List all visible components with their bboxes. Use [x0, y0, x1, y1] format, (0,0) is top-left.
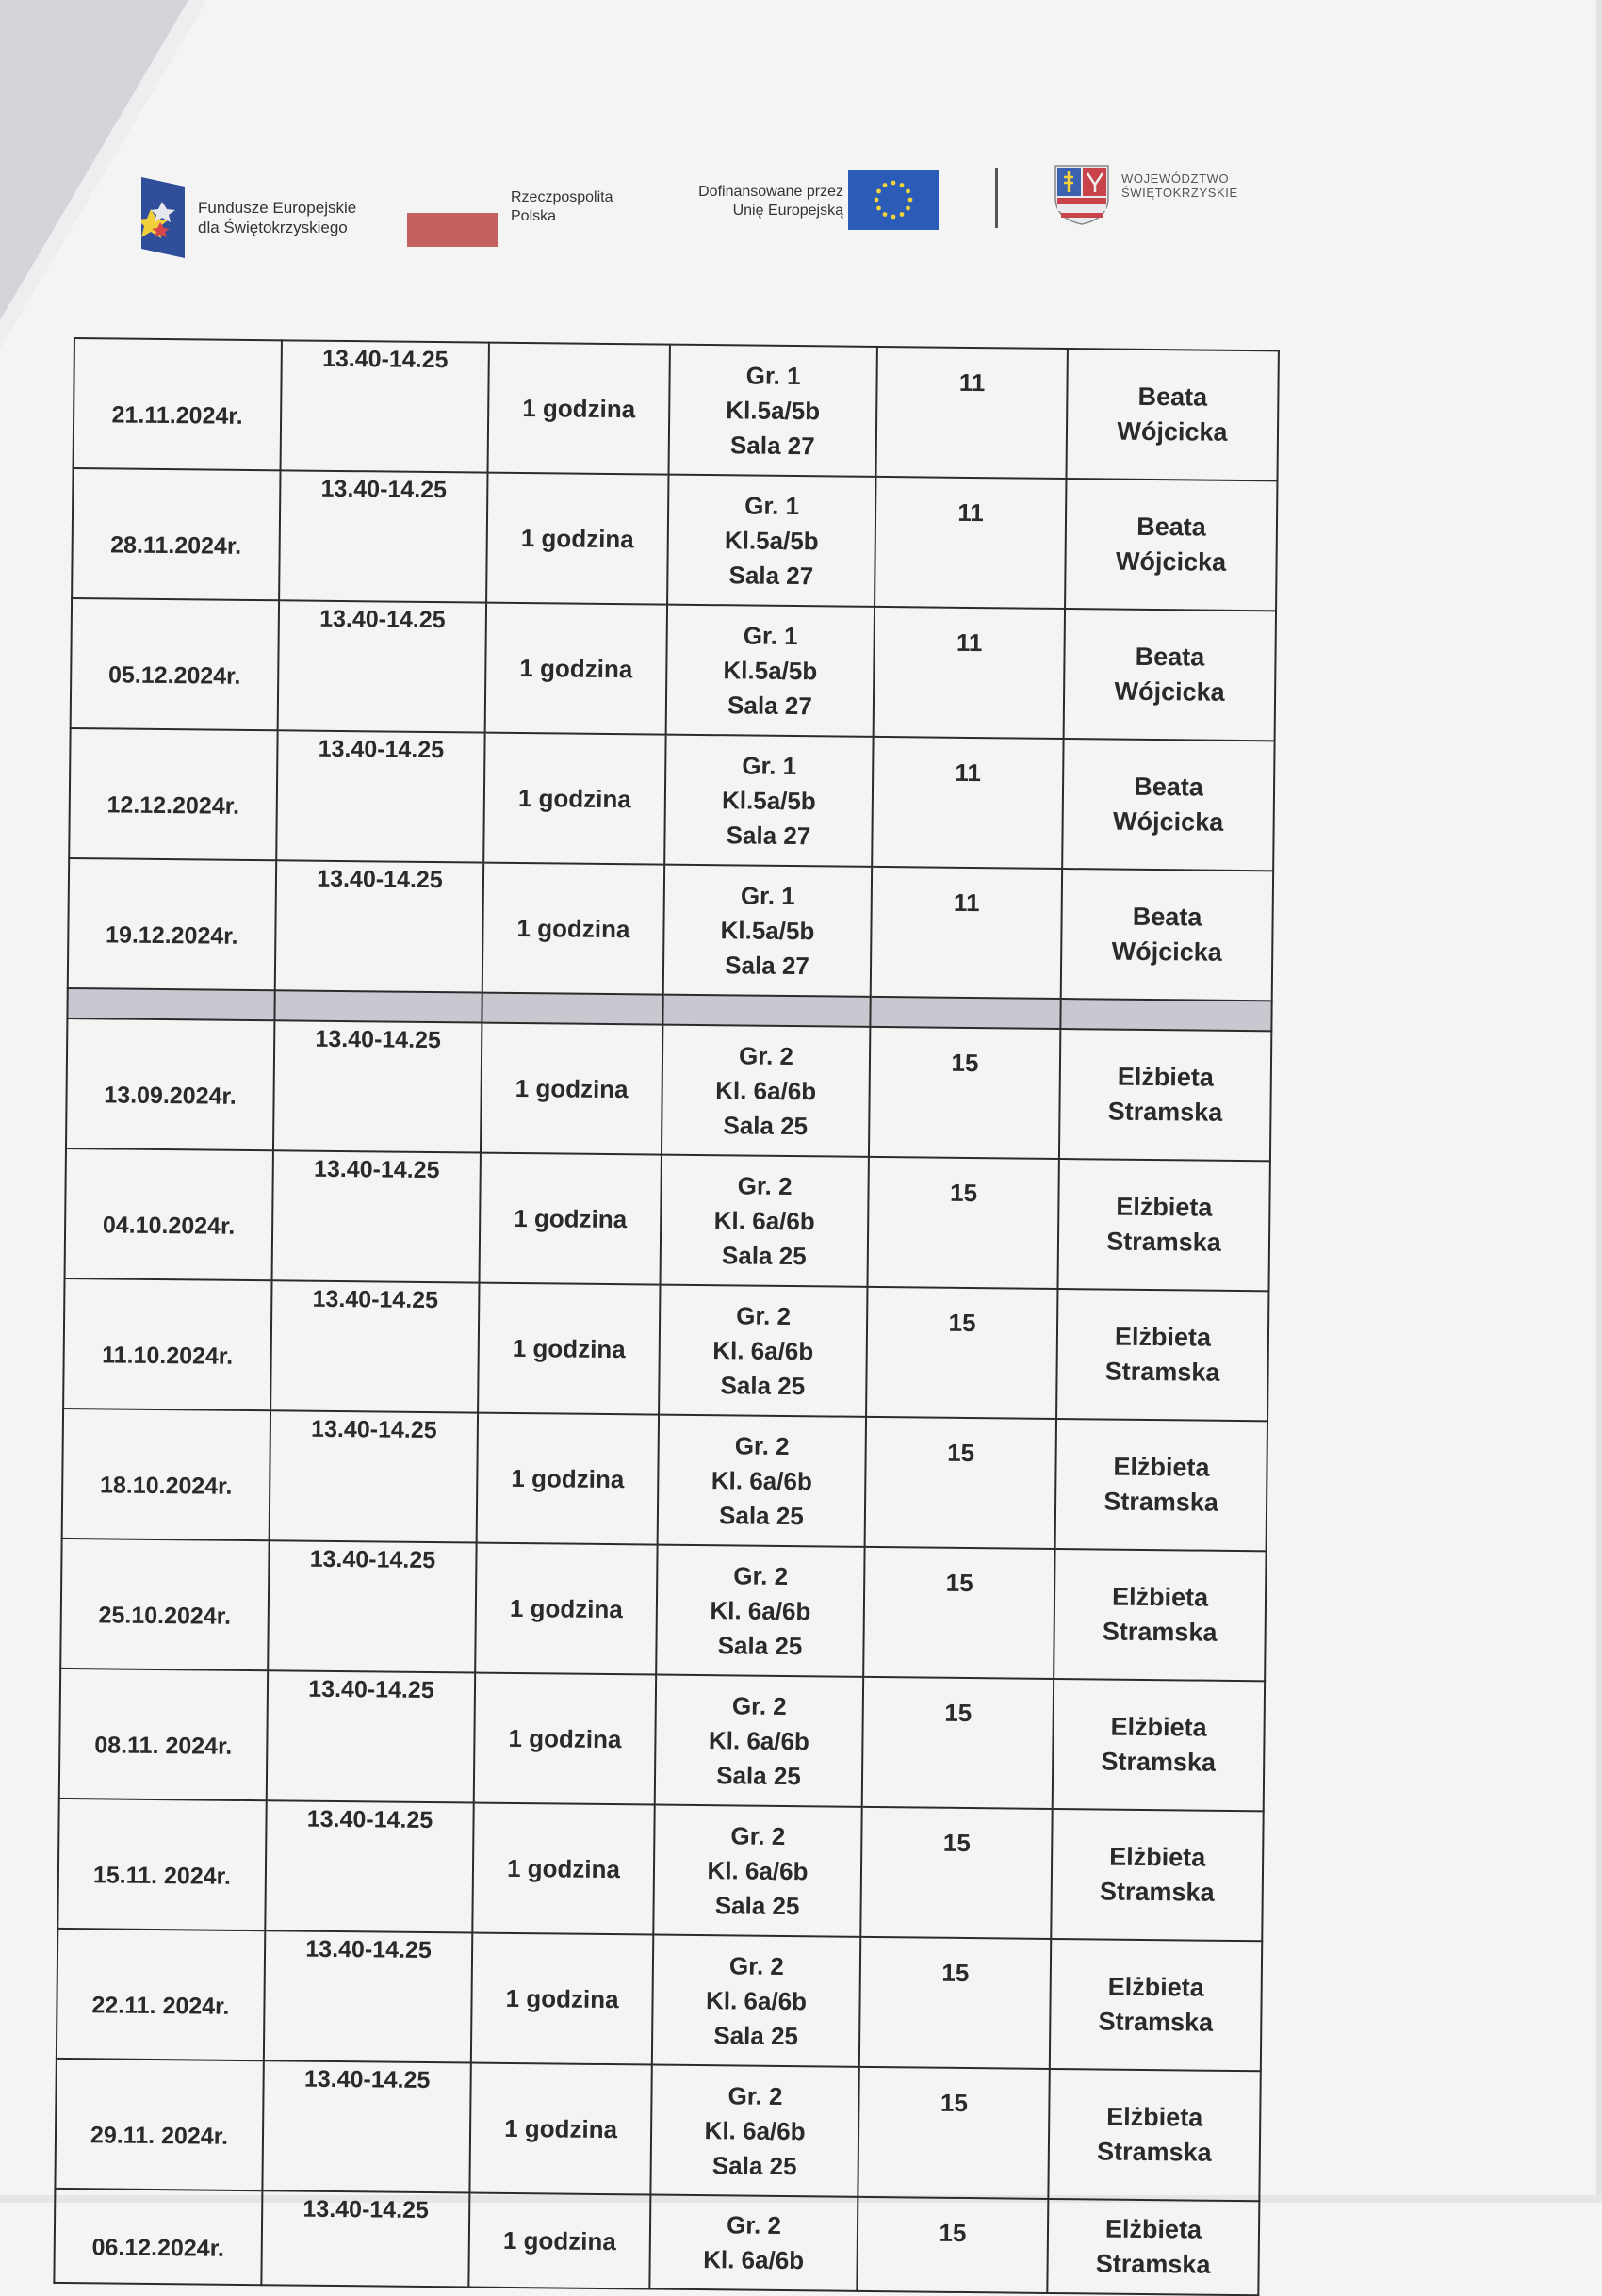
- group-line: Sala 27: [728, 560, 814, 590]
- table-row: [57, 1929, 1262, 2071]
- polish-flag-icon: [407, 213, 498, 247]
- group-line: Gr. 2: [736, 1300, 792, 1330]
- teacher-name-line: Stramska: [1099, 1877, 1215, 1907]
- teacher-name-line: Wójcicka: [1114, 676, 1225, 707]
- hours-cell: 1 godzina: [485, 603, 667, 735]
- group-cell: [661, 1155, 869, 1287]
- woj-text: [1121, 171, 1238, 200]
- time-cell: 13.40-14.25: [261, 2190, 469, 2287]
- hours-cell: 1 godzina: [477, 1413, 659, 1545]
- schedule-table-body: [54, 338, 1279, 2295]
- group-cell: [653, 1805, 861, 1937]
- eu-line-1: Dofinansowane przez: [698, 184, 843, 200]
- teacher-cell: [1055, 1419, 1267, 1551]
- table-row: [72, 468, 1277, 611]
- teacher-name-line: Elżbieta: [1104, 2214, 1202, 2244]
- rp-text: [511, 188, 613, 226]
- group-line: Sala 27: [729, 430, 815, 460]
- time-cell: 13.40-14.25: [265, 1800, 473, 1932]
- group-line: Sala 25: [720, 1370, 806, 1400]
- fe-line-1: Fundusze Europejskie: [198, 199, 357, 217]
- time-cell: 13.40-14.25: [267, 1670, 475, 1802]
- teacher-cell: [1062, 739, 1274, 871]
- count-cell: 15: [863, 1547, 1054, 1679]
- teacher-name-line: Wójcicka: [1112, 806, 1224, 837]
- fundusze-europejskie-logo: [141, 177, 356, 258]
- teacher-name-line: Stramska: [1103, 1487, 1219, 1517]
- teacher-cell: [1056, 1289, 1268, 1421]
- table-row: [62, 1409, 1267, 1551]
- table-row: [59, 1669, 1265, 1811]
- group-line: Gr. 2: [734, 1430, 790, 1460]
- teacher-name-line: Stramska: [1107, 1097, 1223, 1127]
- teacher-name-line: Beata: [1134, 772, 1203, 802]
- date-cell: 11.10.2024r.: [63, 1278, 271, 1410]
- table-row: [65, 1148, 1270, 1291]
- count-cell: 11: [872, 737, 1063, 869]
- teacher-cell: [1059, 1029, 1271, 1161]
- logo-divider: [995, 168, 998, 228]
- group-line: Kl. 6a/6b: [704, 2115, 806, 2145]
- group-line: Sala 27: [726, 820, 811, 850]
- count-cell: 11: [871, 867, 1062, 999]
- separator-cell: [1060, 999, 1271, 1031]
- hours-cell: 1 godzina: [486, 473, 668, 605]
- count-cell: 11: [875, 477, 1066, 609]
- hours-cell: 1 godzina: [488, 343, 670, 475]
- rp-line-2: Polska: [511, 208, 557, 224]
- time-cell: 13.40-14.25: [275, 860, 483, 992]
- count-cell: 15: [859, 1937, 1051, 2069]
- table-row: [74, 338, 1279, 480]
- group-line: Sala 25: [718, 1500, 804, 1530]
- group-line: Kl. 6a/6b: [705, 1985, 808, 2015]
- hours-cell: 1 godzina: [474, 1673, 656, 1805]
- group-line: Gr. 1: [744, 490, 800, 520]
- group-line: Kl.5a/5b: [724, 525, 819, 555]
- group-cell: [655, 1675, 863, 1807]
- group-line: Gr. 2: [727, 2080, 783, 2110]
- swietokrzyskie-crest-icon: [1054, 164, 1110, 226]
- fe-star-icon: [141, 177, 185, 258]
- date-cell: 21.11.2024r.: [74, 338, 282, 470]
- group-cell: [656, 1545, 864, 1677]
- time-cell: 13.40-14.25: [273, 1020, 482, 1152]
- count-cell: 15: [860, 1807, 1052, 1939]
- time-cell: 13.40-14.25: [279, 470, 487, 602]
- teacher-name-line: Wójcicka: [1117, 416, 1228, 447]
- group-line: Kl. 6a/6b: [707, 1855, 809, 1885]
- teacher-name-line: Beata: [1132, 902, 1202, 932]
- hours-cell: 1 godzina: [472, 1803, 654, 1935]
- teacher-name-line: Stramska: [1101, 1747, 1217, 1777]
- hours-cell: 1 godzina: [471, 1933, 653, 2065]
- table-row: [55, 2059, 1260, 2201]
- scan-edge-right: [1596, 0, 1602, 2203]
- group-line: Sala 27: [727, 690, 812, 720]
- hours-cell: 1 godzina: [468, 2193, 650, 2289]
- group-line: Gr. 2: [726, 2210, 782, 2239]
- group-line: Sala 25: [713, 2020, 799, 2050]
- date-cell: 25.10.2024r.: [60, 1539, 269, 1670]
- teacher-name-line: Elżbieta: [1106, 2102, 1203, 2132]
- group-cell: [658, 1415, 866, 1547]
- teacher-name-line: Stramska: [1096, 2137, 1212, 2167]
- teacher-cell: [1050, 1939, 1262, 2071]
- group-line: Kl. 6a/6b: [715, 1075, 817, 1105]
- teacher-cell: [1065, 479, 1277, 611]
- group-line: Gr. 2: [733, 1560, 789, 1590]
- teacher-cell: [1061, 869, 1273, 1001]
- date-cell: 29.11. 2024r.: [55, 2059, 263, 2190]
- woj-line-2: ŚWIĘTOKRZYSKIE: [1121, 186, 1238, 200]
- group-line: Gr. 1: [743, 620, 798, 650]
- table-row: [71, 598, 1276, 741]
- group-line: Sala 25: [714, 1890, 800, 1920]
- hours-cell: 1 godzina: [483, 733, 665, 865]
- group-cell: [652, 1935, 860, 2067]
- teacher-name-line: Elżbieta: [1116, 1192, 1213, 1222]
- count-cell: 11: [875, 347, 1067, 479]
- group-line: Kl.5a/5b: [721, 785, 816, 815]
- group-line: Sala 25: [716, 1760, 802, 1790]
- teacher-name-line: Beata: [1137, 382, 1208, 412]
- group-line: Sala 25: [717, 1630, 803, 1660]
- date-cell: 28.11.2024r.: [72, 468, 280, 600]
- group-cell: [666, 605, 875, 737]
- time-cell: 13.40-14.25: [278, 600, 486, 732]
- schedule-table: [53, 337, 1280, 2296]
- header-logos: [141, 170, 1272, 273]
- teacher-name-line: Elżbieta: [1107, 1972, 1204, 2002]
- group-cell: [662, 1025, 870, 1157]
- count-cell: 15: [866, 1287, 1057, 1419]
- date-cell: 19.12.2024r.: [68, 858, 276, 990]
- teacher-cell: [1066, 349, 1278, 480]
- date-cell: 18.10.2024r.: [62, 1409, 270, 1540]
- woj-line-1: WOJEWÓDZTWO: [1121, 171, 1230, 186]
- table-row: [69, 728, 1274, 871]
- date-cell: 05.12.2024r.: [71, 598, 279, 730]
- date-cell: 22.11. 2024r.: [57, 1929, 265, 2060]
- table-row: [63, 1278, 1268, 1421]
- group-line: Kl. 6a/6b: [708, 1725, 810, 1755]
- rp-line-1: Rzeczpospolita: [511, 189, 613, 205]
- eu-text: [664, 183, 843, 220]
- teacher-name-line: Wójcicka: [1111, 936, 1222, 967]
- time-cell: 13.40-14.25: [270, 1410, 478, 1542]
- teacher-name-line: Stramska: [1098, 2007, 1214, 2037]
- group-line: Sala 25: [711, 2150, 797, 2180]
- count-cell: 15: [865, 1417, 1056, 1549]
- table-row: [68, 858, 1273, 1001]
- group-line: Sala 25: [723, 1110, 809, 1140]
- group-line: Kl. 6a/6b: [713, 1205, 815, 1235]
- date-cell: 08.11. 2024r.: [59, 1669, 268, 1800]
- separator-cell: [870, 997, 1060, 1029]
- group-cell: [667, 475, 875, 607]
- group-cell: [659, 1285, 867, 1417]
- group-line: Gr. 2: [730, 1820, 786, 1850]
- separator-cell: [274, 990, 482, 1022]
- time-cell: 13.40-14.25: [264, 1930, 472, 2062]
- eu-flag-icon: [848, 170, 939, 230]
- time-cell: 13.40-14.25: [270, 1280, 479, 1412]
- group-cell: [650, 2065, 858, 2197]
- group-line: Kl.5a/5b: [720, 915, 815, 945]
- date-cell: 15.11. 2024r.: [57, 1799, 266, 1930]
- teacher-name-line: Stramska: [1095, 2249, 1211, 2279]
- time-cell: 13.40-14.25: [272, 1150, 481, 1282]
- date-cell: 04.10.2024r.: [65, 1148, 273, 1280]
- group-cell: [663, 865, 872, 997]
- teacher-name-line: Beata: [1135, 642, 1205, 672]
- group-line: Gr. 1: [745, 360, 801, 390]
- teacher-cell: [1048, 2069, 1260, 2201]
- teacher-cell: [1064, 609, 1276, 741]
- separator-cell: [662, 995, 870, 1027]
- teacher-name-line: Elżbieta: [1109, 1842, 1206, 1872]
- hours-cell: 1 godzina: [469, 2063, 651, 2195]
- group-cell: [669, 345, 877, 477]
- teacher-cell: [1054, 1549, 1266, 1681]
- group-line: Kl. 6a/6b: [703, 2245, 805, 2275]
- teacher-cell: [1051, 1809, 1263, 1941]
- separator-cell: [67, 988, 274, 1020]
- count-cell: 15: [869, 1027, 1060, 1159]
- table-row: [60, 1539, 1266, 1681]
- teacher-name-line: Beata: [1136, 512, 1206, 542]
- group-line: Gr. 2: [738, 1040, 794, 1070]
- table-row: [57, 1799, 1263, 1941]
- group-cell: [649, 2195, 858, 2291]
- teacher-name-line: Elżbieta: [1114, 1322, 1212, 1352]
- count-cell: 15: [857, 2197, 1048, 2293]
- group-cell: [664, 735, 873, 867]
- teacher-name-line: Elżbieta: [1117, 1062, 1215, 1092]
- time-cell: 13.40-14.25: [262, 2060, 470, 2192]
- group-line: Kl. 6a/6b: [710, 1595, 811, 1625]
- teacher-name-line: Wójcicka: [1115, 546, 1227, 577]
- group-line: Sala 27: [725, 950, 810, 980]
- teacher-name-line: Stramska: [1104, 1357, 1220, 1387]
- teacher-name-line: Stramska: [1102, 1617, 1218, 1647]
- group-line: Kl. 6a/6b: [711, 1465, 812, 1495]
- group-line: Gr. 2: [728, 1950, 785, 1980]
- table-row: [54, 2189, 1259, 2295]
- teacher-name-line: Elżbieta: [1110, 1712, 1207, 1742]
- hours-cell: 1 godzina: [475, 1543, 657, 1675]
- group-line: Gr. 2: [731, 1690, 787, 1720]
- group-line: Gr. 2: [737, 1170, 793, 1200]
- hours-cell: 1 godzina: [478, 1283, 660, 1415]
- teacher-cell: [1053, 1679, 1265, 1811]
- count-cell: 15: [858, 2067, 1049, 2199]
- teacher-cell: [1057, 1159, 1269, 1291]
- teacher-name-line: Elżbieta: [1111, 1582, 1209, 1612]
- teacher-name-line: Stramska: [1106, 1227, 1221, 1257]
- group-line: Kl.5a/5b: [723, 655, 818, 685]
- count-cell: 15: [862, 1677, 1054, 1809]
- eu-line-2: Unię Europejską: [732, 203, 843, 219]
- count-cell: 11: [874, 607, 1065, 739]
- schedule-table-wrapper: [53, 337, 1280, 2296]
- count-cell: 15: [867, 1157, 1058, 1289]
- hours-cell: 1 godzina: [481, 1023, 662, 1155]
- teacher-name-line: Elżbieta: [1113, 1452, 1210, 1482]
- date-cell: 06.12.2024r.: [54, 2189, 262, 2285]
- time-cell: 13.40-14.25: [281, 340, 489, 472]
- teacher-cell: [1047, 2199, 1259, 2295]
- group-line: Kl.5a/5b: [726, 395, 821, 425]
- time-cell: 13.40-14.25: [276, 730, 484, 862]
- time-cell: 13.40-14.25: [268, 1540, 476, 1672]
- date-cell: 13.09.2024r.: [66, 1018, 274, 1150]
- separator-cell: [482, 993, 662, 1025]
- fe-line-2: dla Świętokrzyskiego: [198, 219, 348, 236]
- date-cell: 12.12.2024r.: [69, 728, 277, 860]
- table-row: [66, 1018, 1271, 1161]
- fe-text: [198, 198, 356, 237]
- group-line: Sala 25: [721, 1240, 807, 1270]
- group-line: Gr. 1: [740, 880, 795, 910]
- group-line: Kl. 6a/6b: [712, 1335, 814, 1365]
- hours-cell: 1 godzina: [482, 863, 664, 995]
- hours-cell: 1 godzina: [480, 1153, 662, 1285]
- group-line: Gr. 1: [742, 750, 797, 780]
